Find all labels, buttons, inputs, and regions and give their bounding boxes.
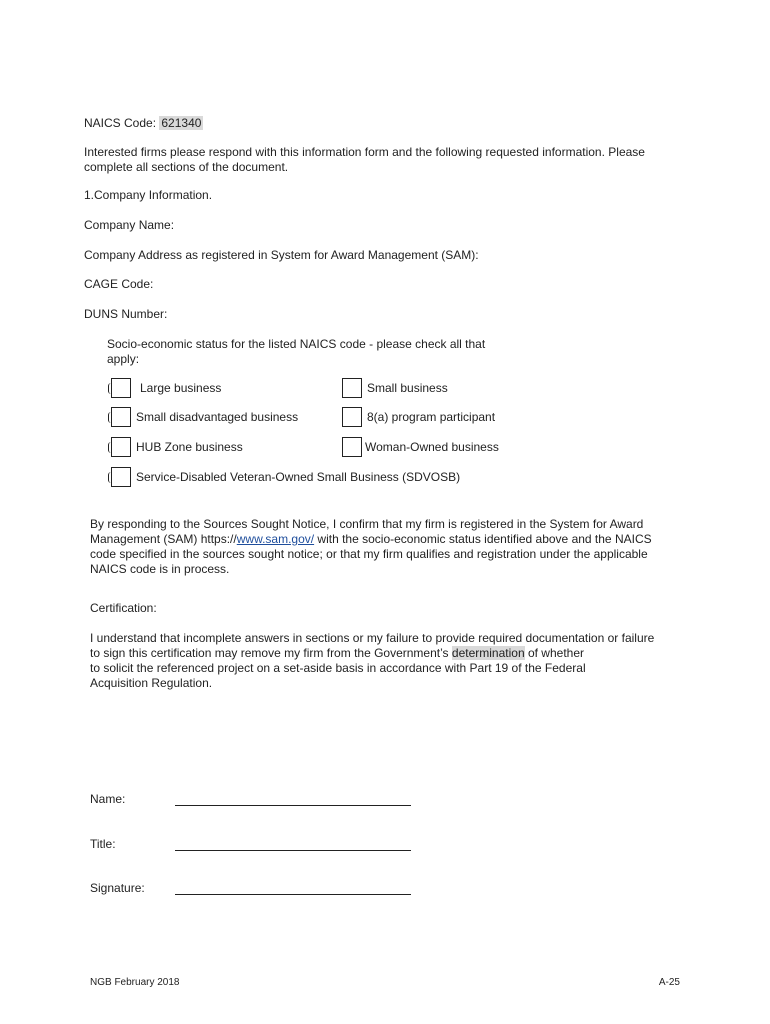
footer-page-number: A-25 [658,977,680,988]
intro-paragraph [84,145,645,175]
option-label-sdvosb: Service-Disabled Veteran-Owned Small Business (SDVOSB) [136,470,461,484]
checkbox-small-disadvantaged-business[interactable] [111,407,131,427]
certification-line: Acquisition Regulation. [90,676,213,690]
checkbox-large-business[interactable] [111,378,131,398]
naics-code-label: NAICS Code: [84,116,157,130]
signature-label: Signature: [90,881,145,895]
certification-text: to sign this certification may remove my firm from the Government’s [90,646,452,660]
socio-prompt-line: Socio-economic status for the listed NAICS code - please check all that [107,337,486,351]
confirmation-text: Management (SAM) https:// [90,532,237,546]
checkbox-8a-program-participant[interactable] [342,407,362,427]
certification-text: of whether [524,646,584,660]
socio-economic-prompt [107,337,485,367]
option-label-hub-zone-business: HUB Zone business [136,440,243,454]
checkbox-small-business[interactable] [342,378,362,398]
cage-code-label: CAGE Code: [84,277,154,291]
checkbox-woman-owned-business[interactable] [342,437,362,457]
name-signature-line[interactable] [175,805,411,806]
sam-gov-link[interactable]: www.sam.gov/ [236,532,315,546]
option-label-small-business: Small business [367,381,448,395]
intro-line: Interested firms please respond with this information form and the following requested information. Please [84,145,645,159]
name-label: Name: [90,792,126,806]
confirmation-line: By responding to the Sources Sought Notice, I confirm that my firm is registered in the System for Award [90,517,644,531]
highlighted-word: determination [451,646,525,660]
title-signature-line[interactable] [175,850,411,851]
title-label: Title: [90,837,116,851]
confirmation-line: code specified in the sources sought notice; or that my firm qualifies and registration under the applicable [90,547,648,561]
socio-prompt-line: apply: [107,352,140,366]
duns-number-label: DUNS Number: [84,307,168,321]
intro-line: complete all sections of the document. [84,160,289,174]
section-heading-company-info: 1.Company Information. [84,188,213,202]
signature-line[interactable] [175,894,411,895]
confirmation-text: with the socio-economic status identified above and the NAICS [314,532,652,546]
certification-paragraph [90,631,654,691]
confirmation-line: NAICS code is in process. [90,562,230,576]
checkbox-hub-zone-business[interactable] [111,437,131,457]
naics-code-value: 621340 [161,116,202,130]
certification-line: I understand that incomplete answers in sections or my failure to provide required documentation or failure [90,631,655,645]
footer-left: NGB February 2018 [90,977,180,988]
option-label-large-business: Large business [140,381,222,395]
naics-code-row [84,116,203,130]
confirmation-line [90,532,652,547]
option-label-8a-program-participant: 8(a) program participant [367,410,496,424]
checkbox-sdvosb[interactable] [111,467,131,487]
option-label-small-disadvantaged-business: Small disadvantaged business [136,410,299,424]
company-address-label: Company Address as registered in System for Award Management (SAM): [84,248,479,262]
company-name-label: Company Name: [84,218,175,232]
certification-line: to solicit the referenced project on a set-aside basis in accordance with Part 19 of the Federal [90,661,586,675]
certification-line [90,646,654,661]
option-label-woman-owned-business: Woman-Owned business [365,440,499,454]
certification-heading: Certification: [90,601,157,615]
confirmation-paragraph [90,517,652,577]
